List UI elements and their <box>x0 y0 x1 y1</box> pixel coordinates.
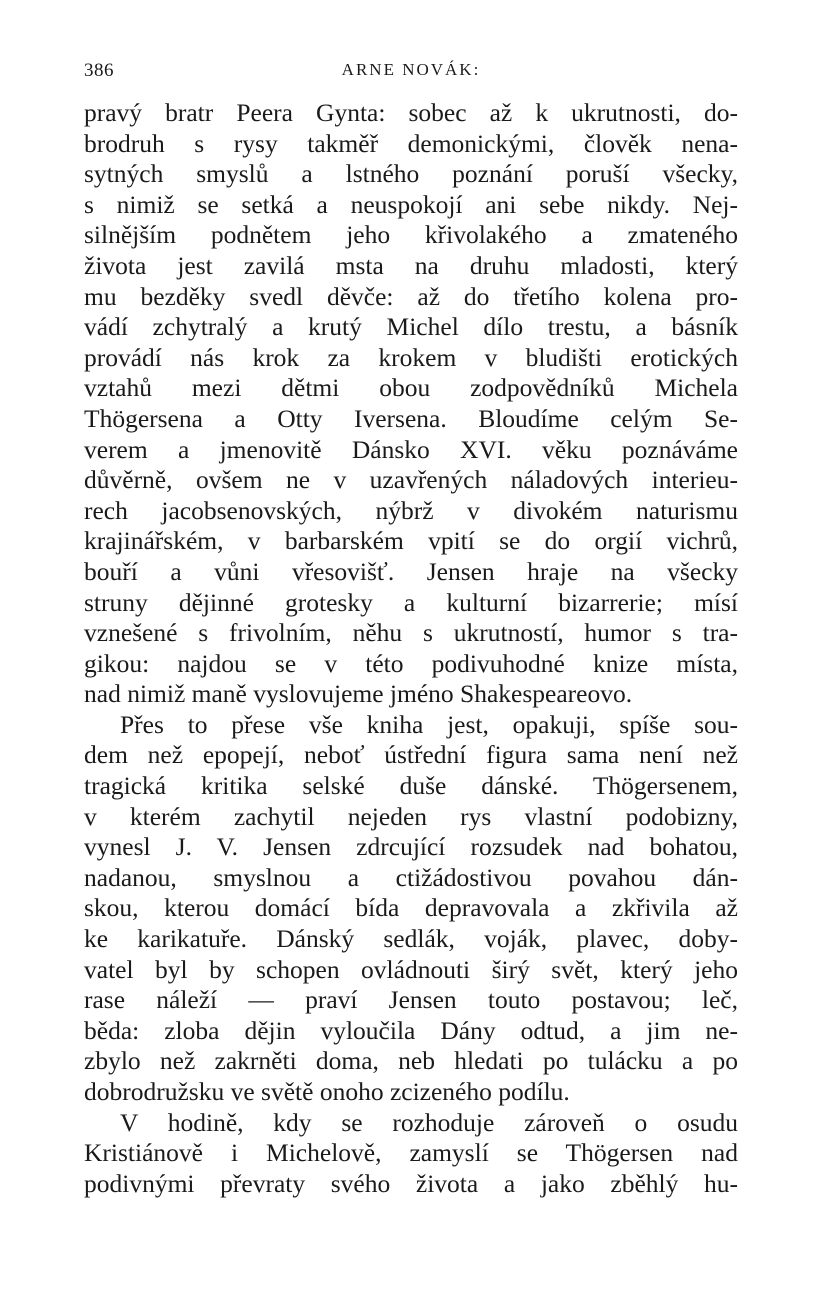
text-line: skou, kterou domácí bída depravovala a zkřivila až <box>84 893 738 923</box>
text-line: nad nimiž maně vyslovujeme jméno Shakespeareovo. <box>84 679 633 709</box>
text-line: dobrodružsku ve světě onoho zcizeného podílu. <box>84 1077 570 1106</box>
text-line: běda: zloba dějin vyloučila Dány odtud, a jim ne- <box>84 1015 738 1045</box>
body-text <box>84 98 738 1199</box>
text-line: struny dějinné grotesky a kulturní bizarrerie; mísí <box>84 587 738 617</box>
text-line: verem a jmenovitě Dánsko XVI. věku poznáváme <box>84 434 738 464</box>
text-line: s nimiž se setká a neuspokojí ani sebe nikdy. Nej- <box>84 189 738 219</box>
text-line: rase náleží — praví Jensen touto postavou; leč, <box>84 985 738 1015</box>
text-line: vznešené s frivolním, něhu s ukrutností, humor s tra- <box>84 618 738 648</box>
text-line: tragická kritika selské duše dánské. Thögersenem, <box>84 771 738 801</box>
text-line: provádí nás krok za krokem v bludišti erotických <box>84 342 738 372</box>
text-line: života jest zavilá msta na druhu mladosti, který <box>84 250 738 280</box>
text-line: dem než epopejí, neboť ústřední figura sama není než <box>84 740 738 770</box>
text-line: vádí zchytralý a krutý Michel dílo trestu, a básník <box>84 312 738 342</box>
text-line: rech jacobsenovských, nýbrž v divokém naturismu <box>84 495 738 525</box>
text-line: ke karikatuře. Dánský sedlák, voják, plavec, doby- <box>84 924 738 954</box>
page-number: 386 <box>84 60 114 81</box>
text-line: sytných smyslů a lstného poznání poruší všecky, <box>84 159 738 189</box>
text-line: Kristiánově i Michelově, zamyslí se Thögersen nad <box>84 1138 738 1168</box>
text-line: Thögersena a Otty Iversena. Bloudíme celým Se- <box>84 403 738 433</box>
text-line: pravý bratr Peera Gynta: sobec až k ukrutnosti, do- <box>84 98 738 127</box>
text-line: silnějším podnětem jeho křivolakého a zmateného <box>84 220 738 250</box>
page-header <box>84 60 738 90</box>
text-line: v kterém zachytil nejeden rys vlastní podobizny, <box>84 801 738 831</box>
text-line: podivnými převraty svého života a jako zběhlý hu- <box>84 1168 738 1198</box>
running-head: ARNE NOVÁK: <box>341 60 481 79</box>
text-line: vynesl J. V. Jensen zdrcující rozsudek nad bohatou, <box>84 832 738 862</box>
text-line: gikou: najdou se v této podivuhodné knize místa, <box>84 648 738 678</box>
text-line: krajinářském, v barbarském vpití se do orgií vichrů, <box>84 526 738 556</box>
text-line: mu bezděky svedl děvče: až do třetího kolena pro- <box>84 281 738 311</box>
text-line: V hodině, kdy se rozhoduje zároveň o osudu <box>120 1107 738 1137</box>
text-line: vatel byl by schopen ovládnouti širý svět, který jeho <box>84 954 738 984</box>
text-line: vztahů mezi dětmi obou zodpovědníků Michela <box>84 373 738 403</box>
text-line: Přes to přese vše kniha jest, opakuji, spíše sou- <box>120 709 738 739</box>
text-line: brodruh s rysy takměř demonickými, člověk nena- <box>84 128 738 158</box>
text-line: nadanou, smyslnou a ctižádostivou povahou dán- <box>84 862 738 892</box>
text-line: důvěrně, ovšem ne v uzavřených náladových interieu- <box>84 465 738 495</box>
text-line: zbylo než zakrněti doma, neb hledati po tulácku a po <box>84 1046 738 1076</box>
text-line: bouří a vůni vřesovišť. Jensen hraje na všecky <box>84 556 738 586</box>
